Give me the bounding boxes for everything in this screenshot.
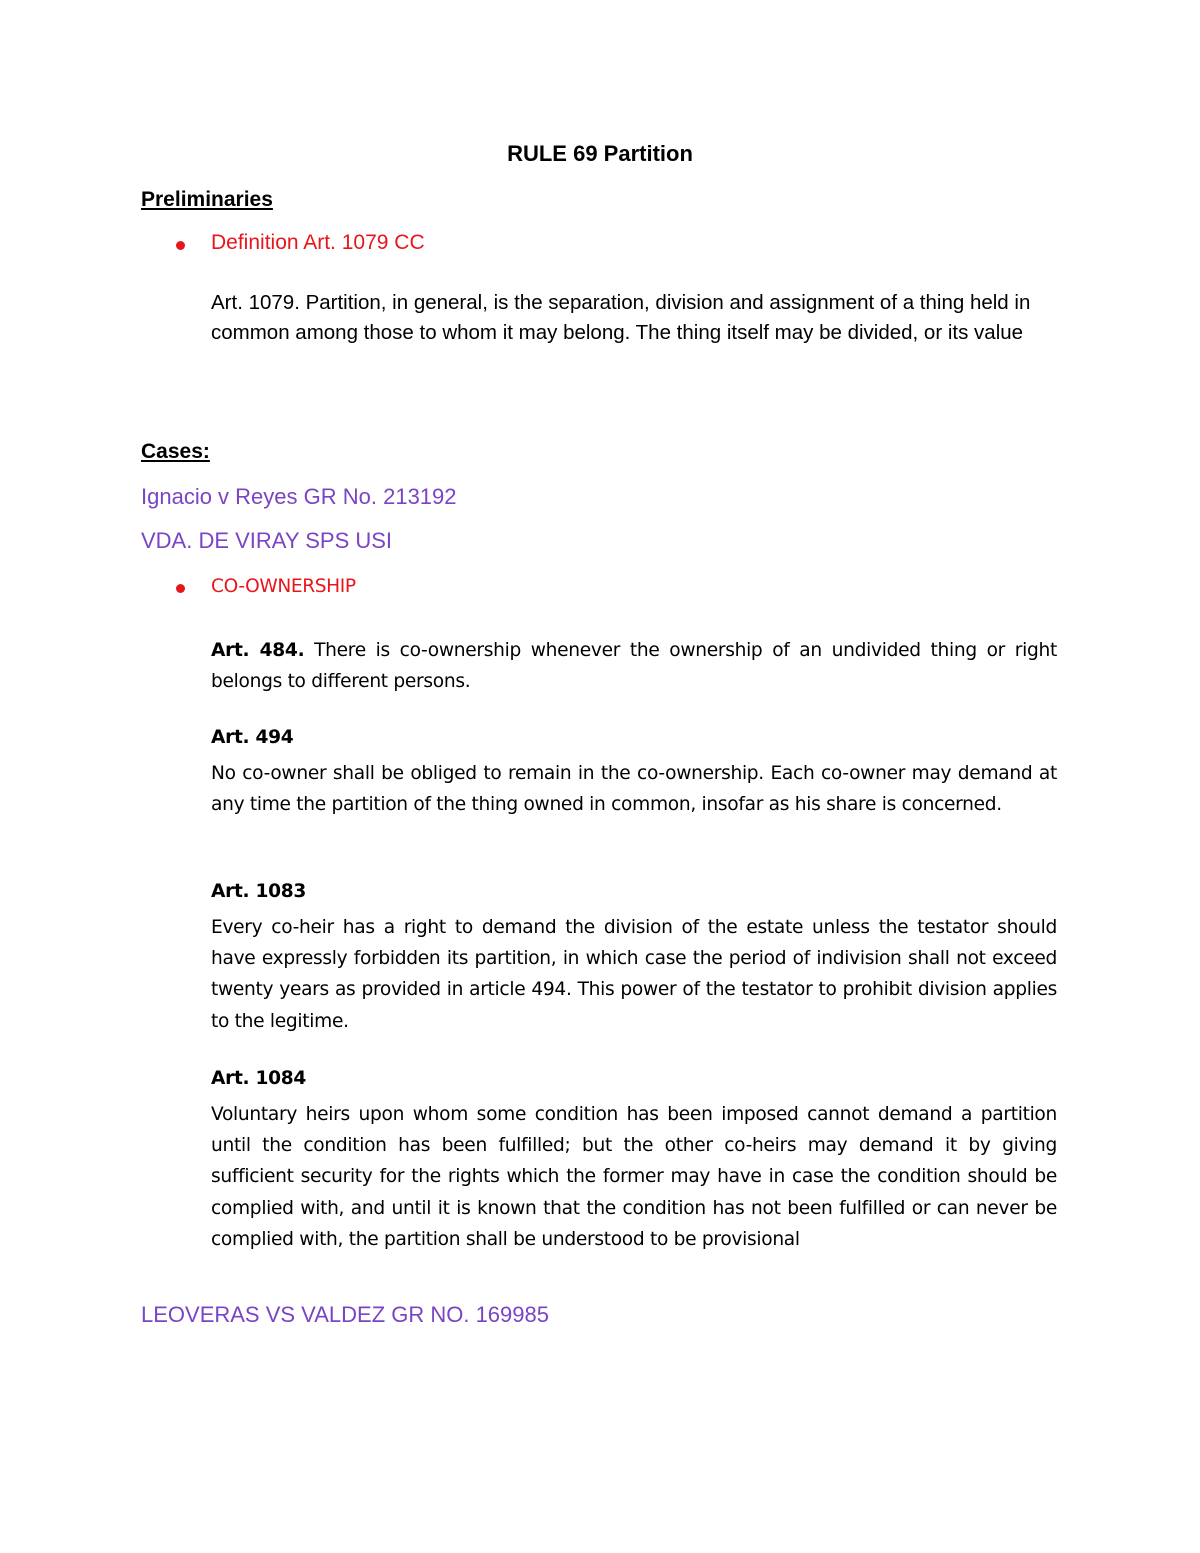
cases-heading: Cases: [141,440,210,463]
bullet-icon [176,241,185,250]
bullet-icon [176,584,185,593]
art-484-label: Art. 484. [211,640,305,661]
preliminaries-heading: Preliminaries [141,188,273,211]
art-1084-text: Voluntary heirs upon whom some condition has been imposed cannot demand a partition until the condition has been fulfilled; but the other co-heirs may demand it by giving sufficient security for the rights which the former may have in case the condition should be complied with, and until it is known that the condition has not been fulfilled or can never be complied with, the partition shall be understood to be provisional [211,1104,1057,1250]
art-1083-text: Every co-heir has a right to demand the division of the estate unless the testator should have expressly forbidden its partition, in which case the period of indivision shall not exceed twenty years as provided in article 494. This power of the testator to prohibit division applies to the legitime. [211,917,1057,1032]
art-1084-label: Art. 1084 [211,1068,307,1089]
art-494-label: Art. 494 [211,727,294,748]
art-484-text: There is co-ownership whenever the ownership of an undivided thing or right belongs to different persons. [211,640,1057,693]
case-leoveras-vs-valdez: LEOVERAS VS VALDEZ GR NO. 169985 [141,1302,549,1327]
art-1083-label: Art. 1083 [211,881,307,902]
art-1079-paragraph: Art. 1079. Partition, in general, is the separation, division and assignment of a thing held in common among those to whom it may belong. The thing itself may be divided, or its value [211,291,1031,344]
art-494-text: No co-owner shall be obliged to remain in the co-ownership. Each co-owner may demand at any time the partition of the thing owned in common, insofar as his share is concerned. [211,763,1057,816]
art-484-paragraph [211,635,1057,697]
page-title: RULE 69 Partition [507,141,693,166]
coownership-bullet-text: CO-OWNERSHIP [211,576,356,597]
definition-bullet-text: Definition Art. 1079 CC [211,231,425,254]
case-ignacio-v-reyes: Ignacio v Reyes GR No. 213192 [141,484,457,509]
case-vda-de-viray: VDA. DE VIRAY SPS USI [141,528,393,553]
